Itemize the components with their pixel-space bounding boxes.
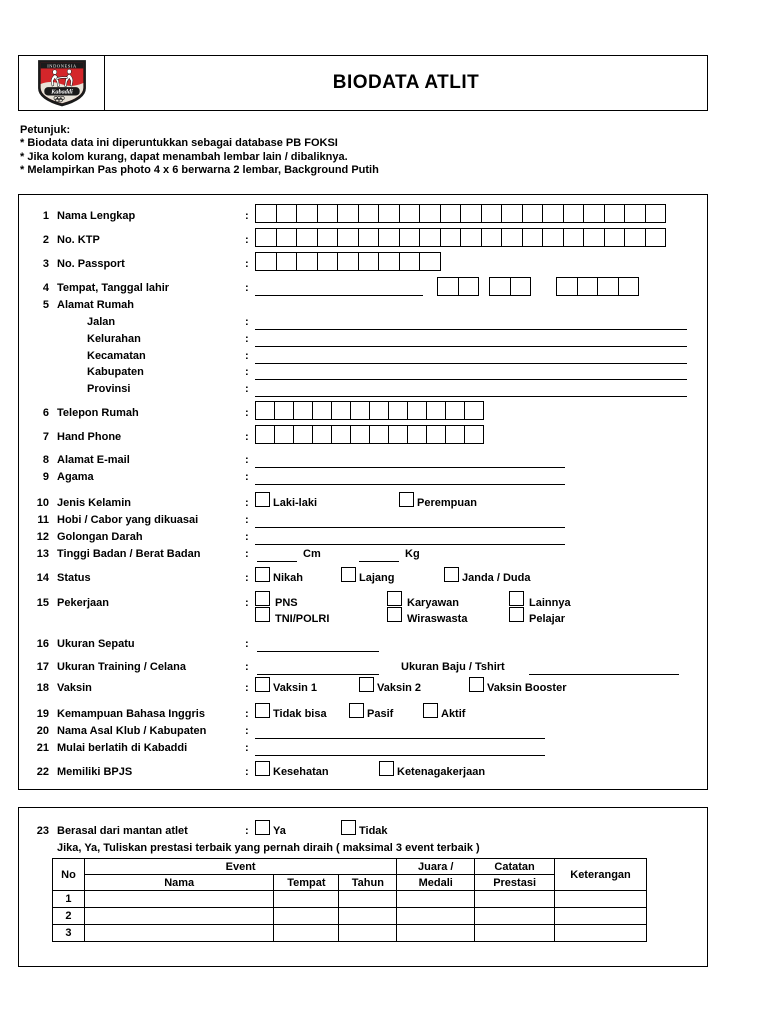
char-box[interactable]	[358, 252, 380, 271]
table-cell-tempat[interactable]	[274, 891, 339, 908]
bahasa-inggris-pasif-checkbox[interactable]	[349, 703, 364, 718]
field-17-label: Ukuran Training / Celana	[57, 661, 186, 673]
char-box[interactable]	[426, 401, 446, 420]
char-box[interactable]	[388, 401, 408, 420]
tanggal-lahir-day-boxes[interactable]	[437, 277, 478, 296]
field-23-note: Jika, Ya, Tuliskan prestasi terbaik yang pernah diraih ( maksimal 3 event terbaik )	[57, 842, 480, 854]
mantan-atlet-ya-label: Ya	[273, 825, 286, 837]
field-10-label: Jenis Kelamin	[57, 497, 131, 509]
instruction-line-3: * Melampirkan Pas photo 4 x 6 berwarna 2 lembar, Background Putih	[20, 164, 379, 177]
logo-cell	[19, 56, 105, 110]
table-header-juara: Juara /	[397, 859, 475, 875]
field-23-number: 23	[36, 825, 49, 837]
field-9-colon: :	[245, 471, 249, 483]
field-17-label-2: Ukuran Baju / Tshirt	[401, 661, 505, 673]
table-header-medali: Medali	[397, 875, 475, 891]
pekerjaan-wiraswasta-checkbox[interactable]	[387, 607, 402, 622]
bpjs-kesehatan-checkbox[interactable]	[255, 761, 270, 776]
kabupaten-input[interactable]	[255, 379, 687, 380]
field-5-sub-provinsi-colon: :	[245, 383, 249, 395]
ukuran-training-input[interactable]	[257, 674, 379, 675]
vaksin-booster-label: Vaksin Booster	[487, 682, 567, 694]
char-box[interactable]	[645, 204, 667, 223]
field-22-number: 22	[36, 766, 49, 778]
field-3-colon: :	[245, 258, 249, 270]
field-12-label: Golongan Darah	[57, 531, 143, 543]
table-header-tempat: Tempat	[274, 875, 339, 891]
char-box[interactable]	[331, 401, 351, 420]
char-box[interactable]	[399, 204, 421, 223]
char-box[interactable]	[276, 252, 298, 271]
bahasa-inggris-pasif-label: Pasif	[367, 708, 394, 720]
char-box[interactable]	[604, 228, 626, 247]
field-3-label: No. Passport	[57, 258, 125, 270]
field-6-label: Telepon Rumah	[57, 407, 139, 419]
char-box[interactable]	[481, 228, 503, 247]
field-9-label: Agama	[57, 471, 94, 483]
field-13-number: 13	[36, 548, 49, 560]
pekerjaan-wiraswasta-label: Wiraswasta	[407, 613, 468, 625]
table-cell-nama[interactable]	[84, 891, 274, 908]
field-19-label: Kemampuan Bahasa Inggris	[57, 708, 205, 720]
char-box[interactable]	[407, 401, 427, 420]
field-16-label: Ukuran Sepatu	[57, 638, 135, 650]
nama-lengkap-boxes[interactable]	[255, 204, 665, 223]
achievements-table	[52, 858, 647, 942]
char-box[interactable]	[542, 204, 564, 223]
char-box[interactable]	[317, 204, 339, 223]
status-janda-duda-label: Janda / Duda	[462, 572, 531, 584]
bpjs-ketenagakerjaan-checkbox[interactable]	[379, 761, 394, 776]
field-14-label: Status	[57, 572, 91, 584]
field-8-colon: :	[245, 454, 249, 466]
status-nikah-checkbox[interactable]	[255, 567, 270, 582]
bahasa-inggris-tidak-bisa-label: Tidak bisa	[273, 708, 327, 720]
char-box[interactable]	[489, 277, 511, 296]
field-18-label: Vaksin	[57, 682, 92, 694]
field-16-colon: :	[245, 638, 249, 650]
pekerjaan-pelajar-label: Pelajar	[529, 613, 566, 625]
table-cell-tahun[interactable]	[339, 908, 397, 925]
char-box[interactable]	[419, 204, 441, 223]
field-8-label: Alamat E-mail	[57, 454, 130, 466]
field-1-colon: :	[245, 210, 249, 222]
table-header-catatan: Catatan	[475, 859, 555, 875]
field-16-number: 16	[36, 638, 49, 650]
field-19-colon: :	[245, 708, 249, 720]
char-box[interactable]	[522, 204, 544, 223]
char-box[interactable]	[296, 252, 318, 271]
pekerjaan-pelajar-checkbox[interactable]	[509, 607, 524, 622]
char-box[interactable]	[458, 277, 480, 296]
field-22-colon: :	[245, 766, 249, 778]
field-2-label: No. KTP	[57, 234, 100, 246]
jenis-kelamin-perempuan-label: Perempuan	[417, 497, 477, 509]
field-5-sub-kelurahan-label: Kelurahan	[87, 333, 141, 345]
char-box[interactable]	[276, 228, 298, 247]
char-box[interactable]	[378, 252, 400, 271]
provinsi-input[interactable]	[255, 396, 687, 397]
berat-badan-unit: Kg	[405, 548, 420, 560]
golongan-darah-input[interactable]	[255, 544, 565, 545]
bahasa-inggris-aktif-label: Aktif	[441, 708, 466, 720]
char-box[interactable]	[296, 204, 318, 223]
field-23-label: Berasal dari mantan atlet	[57, 825, 188, 837]
vaksin-booster-checkbox[interactable]	[469, 677, 484, 692]
field-5-label: Alamat Rumah	[57, 299, 135, 311]
no-ktp-boxes[interactable]	[255, 228, 665, 247]
pekerjaan-karyawan-label: Karyawan	[407, 597, 459, 609]
table-cell-medali[interactable]	[397, 908, 475, 925]
char-box[interactable]	[378, 228, 400, 247]
char-box[interactable]	[604, 204, 626, 223]
char-box[interactable]	[618, 277, 640, 296]
char-box[interactable]	[460, 228, 482, 247]
pekerjaan-lainnya-label: Lainnya	[529, 597, 571, 609]
char-box[interactable]	[440, 228, 462, 247]
field-17-number: 17	[36, 661, 49, 673]
field-15-label: Pekerjaan	[57, 597, 109, 609]
pekerjaan-tni-polri-checkbox[interactable]	[255, 607, 270, 622]
field-20-colon: :	[245, 725, 249, 737]
field-5-sub-jalan-label: Jalan	[87, 316, 116, 328]
table-cell-prestasi[interactable]	[475, 925, 555, 942]
table-header-row-top	[53, 859, 647, 875]
svg-text:INDONESIA: INDONESIA	[46, 63, 77, 69]
status-lajang-label: Lajang	[359, 572, 395, 584]
field-5-sub-kecamatan-colon: :	[245, 350, 249, 362]
kabaddi-indonesia-crest-icon	[36, 58, 88, 108]
telepon-rumah-boxes[interactable]	[255, 401, 483, 420]
table-cell-prestasi[interactable]	[475, 891, 555, 908]
table-header-no: No	[53, 859, 85, 891]
field-20-number: 20	[36, 725, 49, 737]
char-box[interactable]	[445, 401, 465, 420]
char-box[interactable]	[312, 425, 332, 444]
char-box[interactable]	[293, 425, 313, 444]
kecamatan-input[interactable]	[255, 363, 687, 364]
status-nikah-label: Nikah	[273, 572, 303, 584]
char-box[interactable]	[388, 425, 408, 444]
achievements-panel	[18, 807, 708, 967]
field-12-colon: :	[245, 531, 249, 543]
char-box[interactable]	[255, 425, 275, 444]
field-22-label: Memiliki BPJS	[57, 766, 133, 778]
alamat-email-input[interactable]	[255, 467, 565, 468]
table-cell-nama[interactable]	[84, 908, 274, 925]
field-5-sub-kabupaten-label: Kabupaten	[87, 366, 144, 378]
char-box[interactable]	[624, 228, 646, 247]
char-box[interactable]	[312, 401, 332, 420]
jenis-kelamin-laki-laki-label: Laki-laki	[273, 497, 318, 509]
char-box[interactable]	[399, 252, 421, 271]
field-4-label: Tempat, Tanggal lahir	[57, 282, 170, 294]
char-box[interactable]	[510, 277, 532, 296]
table-header-prestasi: Prestasi	[475, 875, 555, 891]
char-box[interactable]	[583, 204, 605, 223]
instruction-line-2: * Jika kolom kurang, dapat menambah lembar lain / dibaliknya.	[20, 150, 348, 163]
status-janda-duda-checkbox[interactable]	[444, 567, 459, 582]
char-box[interactable]	[293, 401, 313, 420]
table-cell-nama[interactable]	[84, 925, 274, 942]
instructions-heading: Petunjuk:	[20, 124, 71, 136]
table-row[interactable]	[53, 925, 647, 942]
instruction-line-1: * Biodata data ini diperuntukkan sebagai database PB FOKSI	[20, 137, 338, 150]
field-14-colon: :	[245, 572, 249, 584]
field-5-number: 5	[42, 299, 49, 311]
field-11-label: Hobi / Cabor yang dikuasai	[57, 514, 199, 526]
field-21-label: Mulai berlatih di Kabaddi	[57, 742, 188, 754]
field-8-number: 8	[42, 454, 49, 466]
char-box[interactable]	[407, 425, 427, 444]
char-box[interactable]	[255, 204, 277, 223]
char-box[interactable]	[331, 425, 351, 444]
char-box[interactable]	[350, 401, 370, 420]
table-row[interactable]	[53, 891, 647, 908]
char-box[interactable]	[296, 228, 318, 247]
pekerjaan-karyawan-checkbox[interactable]	[387, 591, 402, 606]
field-15-number: 15	[36, 597, 49, 609]
mulai-berlatih-input[interactable]	[255, 755, 545, 756]
field-17-colon: :	[245, 661, 249, 673]
ukuran-baju-input[interactable]	[529, 674, 679, 675]
vaksin-1-label: Vaksin 1	[273, 682, 318, 694]
table-cell-tempat[interactable]	[274, 925, 339, 942]
instructions-block	[20, 124, 379, 178]
char-box[interactable]	[350, 425, 370, 444]
char-box[interactable]	[317, 228, 339, 247]
table-cell-medali[interactable]	[397, 925, 475, 942]
field-7-number: 7	[42, 431, 49, 443]
bahasa-inggris-tidak-bisa-checkbox[interactable]	[255, 703, 270, 718]
field-4-colon: :	[245, 282, 249, 294]
char-box[interactable]	[419, 252, 441, 271]
page-title: BIODATA ATLIT	[332, 72, 480, 93]
bahasa-inggris-aktif-checkbox[interactable]	[423, 703, 438, 718]
field-21-colon: :	[245, 742, 249, 754]
char-box[interactable]	[274, 425, 294, 444]
field-5-sub-provinsi-label: Provinsi	[87, 383, 131, 395]
char-box[interactable]	[464, 425, 484, 444]
document-header	[18, 55, 708, 111]
char-box[interactable]	[419, 228, 441, 247]
svg-text:Kabaddi: Kabaddi	[50, 88, 73, 96]
tempat-lahir-input[interactable]	[255, 295, 423, 296]
tanggal-lahir-year-boxes[interactable]	[556, 277, 638, 296]
field-4-number: 4	[42, 282, 49, 294]
table-row[interactable]	[53, 908, 647, 925]
table-header-event: Event	[84, 859, 396, 875]
berat-badan-input[interactable]	[359, 561, 399, 562]
table-cell-tahun[interactable]	[339, 925, 397, 942]
vaksin-1-checkbox[interactable]	[255, 677, 270, 692]
table-header-tahun: Tahun	[339, 875, 397, 891]
char-box[interactable]	[337, 252, 359, 271]
char-box[interactable]	[624, 204, 646, 223]
field-5-sub-jalan-colon: :	[245, 316, 249, 328]
field-5-sub-kelurahan-colon: :	[245, 333, 249, 345]
char-box[interactable]	[426, 425, 446, 444]
no-passport-boxes[interactable]	[255, 252, 440, 271]
vaksin-2-checkbox[interactable]	[359, 677, 374, 692]
title-cell	[105, 56, 707, 110]
table-cell-medali[interactable]	[397, 891, 475, 908]
table-cell-prestasi[interactable]	[475, 908, 555, 925]
field-2-number: 2	[42, 234, 49, 246]
char-box[interactable]	[464, 401, 484, 420]
char-box[interactable]	[563, 228, 585, 247]
field-18-colon: :	[245, 682, 249, 694]
field-6-colon: :	[245, 407, 249, 419]
table-cell-keterangan[interactable]	[555, 891, 647, 908]
field-7-label: Hand Phone	[57, 431, 122, 443]
char-box[interactable]	[577, 277, 599, 296]
char-box[interactable]	[522, 228, 544, 247]
table-cell-tempat[interactable]	[274, 908, 339, 925]
char-box[interactable]	[501, 204, 523, 223]
char-box[interactable]	[337, 204, 359, 223]
ukuran-sepatu-input[interactable]	[257, 651, 379, 652]
char-box[interactable]	[481, 204, 503, 223]
mantan-atlet-tidak-checkbox[interactable]	[341, 820, 356, 835]
pekerjaan-pns-label: PNS	[275, 597, 298, 609]
field-10-colon: :	[245, 497, 249, 509]
table-header-keterangan: Keterangan	[555, 859, 647, 891]
hobi-input[interactable]	[255, 527, 565, 528]
char-box[interactable]	[563, 204, 585, 223]
field-3-number: 3	[42, 258, 49, 270]
field-6-number: 6	[42, 407, 49, 419]
char-box[interactable]	[358, 204, 380, 223]
field-18-number: 18	[36, 682, 49, 694]
tinggi-badan-unit: Cm	[303, 548, 321, 560]
char-box[interactable]	[399, 228, 421, 247]
jenis-kelamin-perempuan-checkbox[interactable]	[399, 492, 414, 507]
jenis-kelamin-laki-laki-checkbox[interactable]	[255, 492, 270, 507]
char-box[interactable]	[542, 228, 564, 247]
char-box[interactable]	[274, 401, 294, 420]
table-cell-no: 2	[53, 908, 85, 925]
char-box[interactable]	[255, 252, 277, 271]
main-form-panel	[18, 194, 708, 790]
char-box[interactable]	[378, 204, 400, 223]
bpjs-kesehatan-label: Kesehatan	[273, 766, 329, 778]
tanggal-lahir-month-boxes[interactable]	[489, 277, 530, 296]
pekerjaan-pns-checkbox[interactable]	[255, 591, 270, 606]
table-header-nama: Nama	[84, 875, 274, 891]
table-cell-tahun[interactable]	[339, 891, 397, 908]
field-21-number: 21	[36, 742, 49, 754]
char-box[interactable]	[460, 204, 482, 223]
field-12-number: 12	[36, 531, 49, 543]
char-box[interactable]	[501, 228, 523, 247]
field-13-label: Tinggi Badan / Berat Badan	[57, 548, 201, 560]
vaksin-2-label: Vaksin 2	[377, 682, 422, 694]
field-11-colon: :	[245, 514, 249, 526]
field-10-number: 10	[36, 497, 49, 509]
field-19-number: 19	[36, 708, 49, 720]
char-box[interactable]	[645, 228, 667, 247]
field-15-colon: :	[245, 597, 249, 609]
field-9-number: 9	[42, 471, 49, 483]
kelurahan-input[interactable]	[255, 346, 687, 347]
field-13-colon: :	[245, 548, 249, 560]
char-box[interactable]	[556, 277, 578, 296]
agama-input[interactable]	[255, 484, 565, 485]
char-box[interactable]	[317, 252, 339, 271]
char-box[interactable]	[440, 204, 462, 223]
char-box[interactable]	[583, 228, 605, 247]
field-7-colon: :	[245, 431, 249, 443]
field-11-number: 11	[37, 514, 49, 526]
char-box[interactable]	[437, 277, 459, 296]
char-box[interactable]	[255, 401, 275, 420]
field-1-label: Nama Lengkap	[57, 210, 136, 222]
table-cell-keterangan[interactable]	[555, 925, 647, 942]
pekerjaan-tni-polri-label: TNI/POLRI	[275, 613, 330, 625]
field-1-number: 1	[42, 210, 49, 222]
field-23-colon: :	[245, 825, 249, 837]
char-box[interactable]	[255, 228, 277, 247]
field-2-colon: :	[245, 234, 249, 246]
status-lajang-checkbox[interactable]	[341, 567, 356, 582]
field-14-number: 14	[36, 572, 49, 584]
char-box[interactable]	[276, 204, 298, 223]
mantan-atlet-ya-checkbox[interactable]	[255, 820, 270, 835]
field-5-sub-kabupaten-colon: :	[245, 366, 249, 378]
table-cell-no: 3	[53, 925, 85, 942]
nama-asal-klub-input[interactable]	[255, 738, 545, 739]
char-box[interactable]	[597, 277, 619, 296]
field-20-label: Nama Asal Klub / Kabupaten	[57, 725, 207, 737]
jalan-input[interactable]	[255, 329, 687, 330]
table-cell-no: 1	[53, 891, 85, 908]
char-box[interactable]	[369, 425, 389, 444]
bpjs-ketenagakerjaan-label: Ketenagakerjaan	[397, 766, 486, 778]
field-5-sub-kecamatan-label: Kecamatan	[87, 350, 146, 362]
mantan-atlet-tidak-label: Tidak	[359, 825, 388, 837]
char-box[interactable]	[369, 401, 389, 420]
pekerjaan-lainnya-checkbox[interactable]	[509, 591, 524, 606]
char-box[interactable]	[337, 228, 359, 247]
hand-phone-boxes[interactable]	[255, 425, 483, 444]
char-box[interactable]	[445, 425, 465, 444]
table-cell-keterangan[interactable]	[555, 908, 647, 925]
char-box[interactable]	[358, 228, 380, 247]
tinggi-badan-input[interactable]	[257, 561, 297, 562]
